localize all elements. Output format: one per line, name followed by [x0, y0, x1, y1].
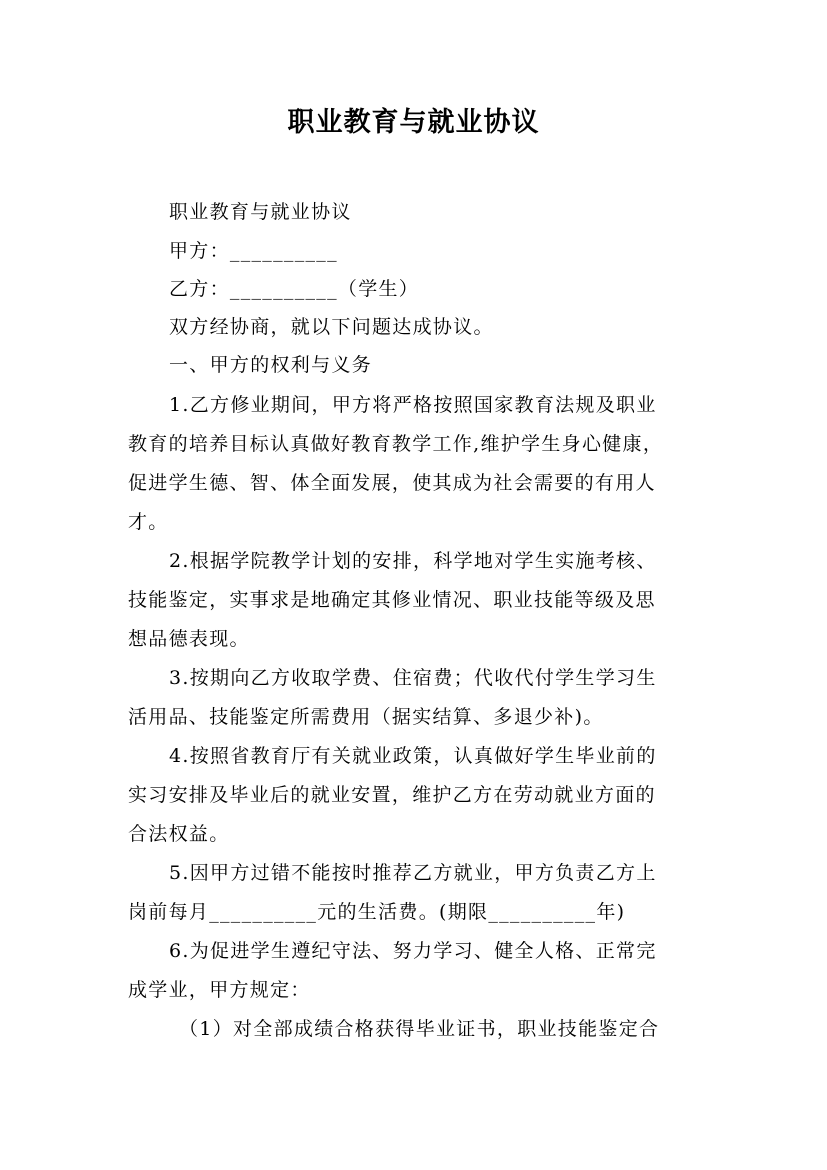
- text-line: 甲方：__________: [169, 240, 338, 262]
- text-line: 合法权益。: [128, 823, 230, 845]
- text-line: 教育的培养目标认真做好教育教学工作,维护学生身心健康，: [128, 433, 664, 455]
- text-line: 1.乙方修业期间，甲方将严格按照国家教育法规及职业: [169, 394, 657, 416]
- document-title: 职业教育与就业协议: [287, 107, 540, 138]
- text-line: 技能鉴定，实事求是地确定其修业情况、职业技能等级及思: [128, 589, 656, 611]
- section-heading: 一、甲方的权利与义务: [169, 354, 373, 376]
- text-line: 5.因甲方过错不能按时推荐乙方就业，甲方负责乙方上: [169, 862, 657, 884]
- text-line: 才。: [128, 511, 169, 533]
- text-line: 活用品、技能鉴定所需费用（据实结算、多退少补)。: [128, 706, 604, 728]
- text-line: 想品德表现。: [128, 628, 250, 650]
- text-line: 4.按照省教育厅有关就业政策，认真做好学生毕业前的: [169, 745, 657, 767]
- text-line: 成学业，甲方规定：: [128, 979, 311, 1001]
- text-line: （1）对全部成绩合格获得毕业证书，职业技能鉴定合: [179, 1018, 660, 1040]
- text-line: 职业教育与就业协议: [169, 201, 352, 223]
- text-line: 乙方：__________（学生）: [169, 278, 420, 300]
- text-line: 3.按期向乙方收取学费、住宿费；代收代付学生学习生: [169, 667, 657, 689]
- text-line: 岗前每月__________元的生活费。(期限__________年): [128, 901, 626, 923]
- text-line: 2.根据学院教学计划的安排，科学地对学生实施考核、: [169, 550, 657, 572]
- text-line: 6.为促进学生遵纪守法、努力学习、健全人格、正常完: [169, 940, 657, 962]
- text-line: 实习安排及毕业后的就业安置，维护乙方在劳动就业方面的: [128, 784, 656, 806]
- text-line: 促进学生德、智、体全面发展，使其成为社会需要的有用人: [128, 472, 656, 494]
- text-line: 双方经协商，就以下问题达成协议。: [169, 316, 494, 338]
